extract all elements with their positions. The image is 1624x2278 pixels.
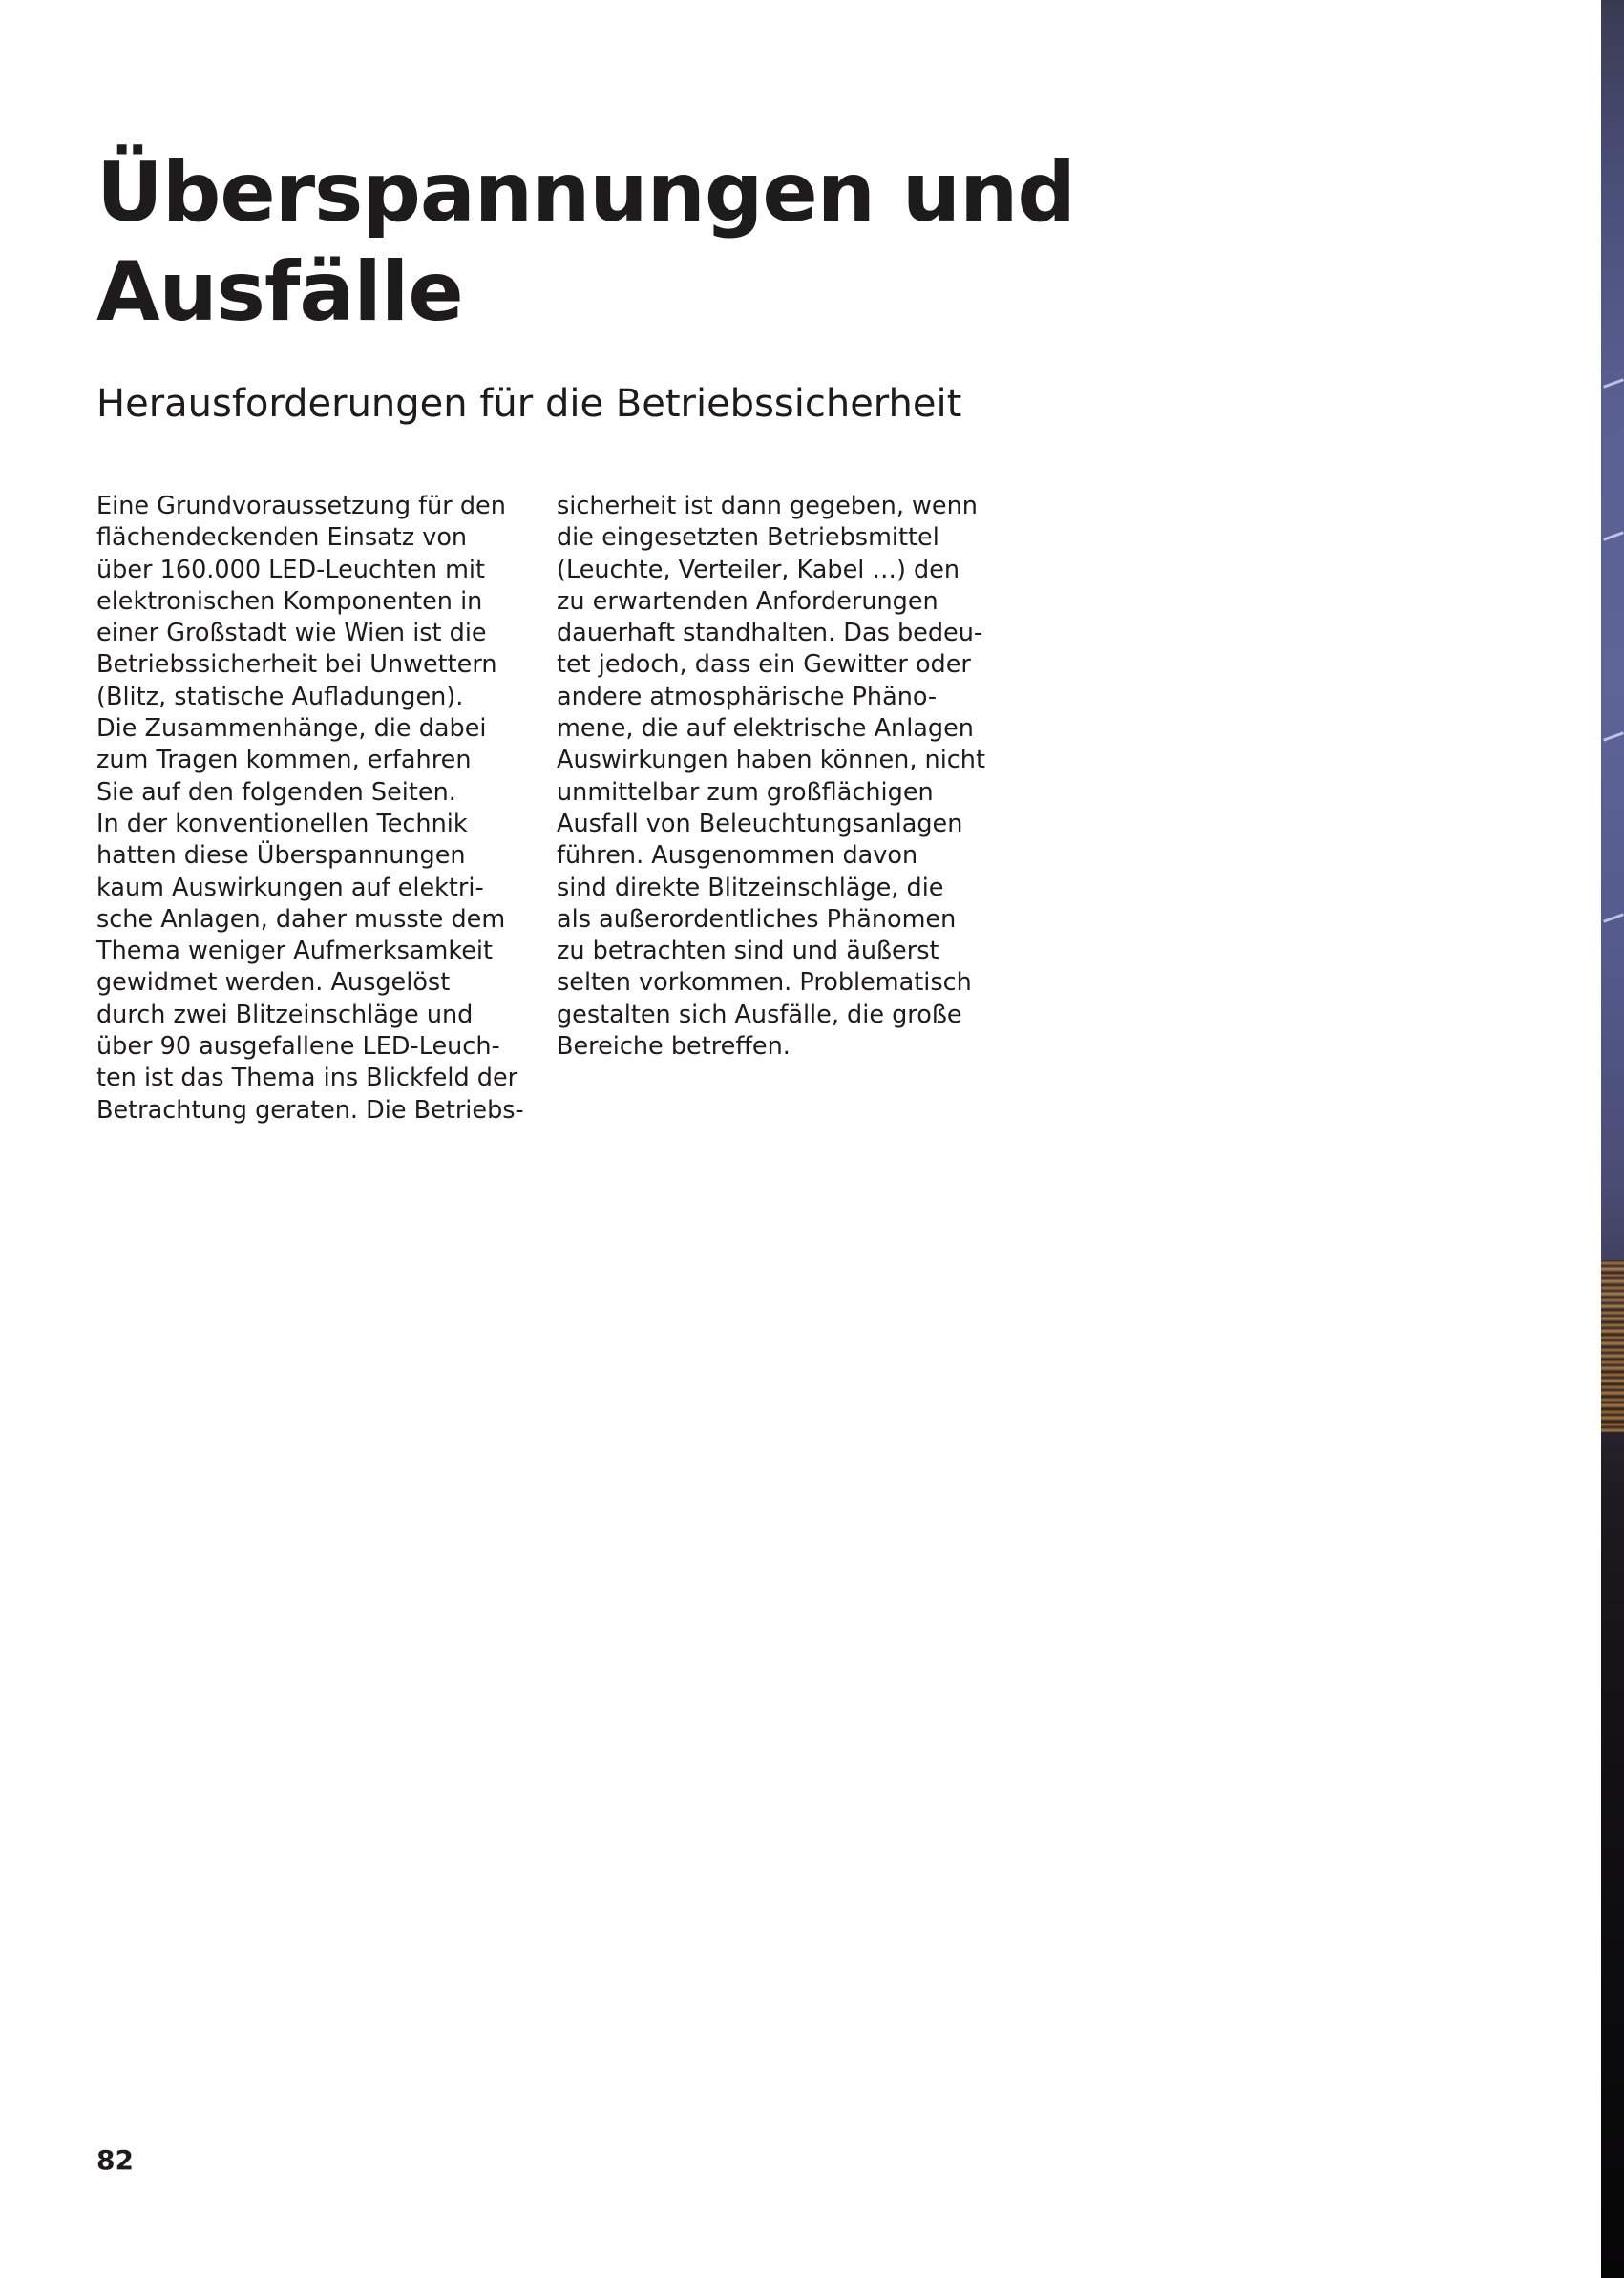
body-line: Sie auf den folgenden Seiten. xyxy=(96,777,456,807)
body-line: Thema weniger Aufmerksamkeit xyxy=(96,937,493,966)
body-line: über 160.000 LED-Leuchten mit xyxy=(96,555,486,584)
body-line: mene, die auf elektrische Anlagen xyxy=(557,714,974,744)
body-line: ten ist das Thema ins Blickfeld der xyxy=(96,1064,518,1093)
body-line: zu betrachten sind und äußerst xyxy=(557,937,939,966)
body-line: flächendeckenden Einsatz von xyxy=(96,523,468,553)
body-line: unmittelbar zum großflächigen xyxy=(557,777,934,807)
page-title xyxy=(96,143,1075,342)
lightning-bolt xyxy=(1603,531,1624,540)
body-line: Auswirkungen haben können, nicht xyxy=(557,746,985,775)
body-line: elektronischen Komponenten in xyxy=(96,586,483,616)
body-line: einer Großstadt wie Wien ist die xyxy=(96,619,487,648)
body-line: dauerhaft standhalten. Das bedeu- xyxy=(557,619,983,648)
body-line: über 90 ausgefallene LED-Leuch- xyxy=(96,1032,500,1062)
body-line: Bereiche betreffen. xyxy=(557,1032,791,1062)
body-line: Betrachtung geraten. Die Betriebs- xyxy=(96,1095,524,1125)
body-line: In der konventionellen Technik xyxy=(96,809,468,838)
lightning-bolt xyxy=(1603,913,1624,922)
body-line: sicherheit ist dann gegeben, wenn xyxy=(557,492,978,520)
body-column-right xyxy=(557,491,1015,1063)
body-line: zum Tragen kommen, erfahren xyxy=(96,746,472,775)
lightning-photo-edge xyxy=(1601,0,1624,2278)
lightning-bolt xyxy=(1603,731,1624,741)
body-line: andere atmosphärische Phäno- xyxy=(557,682,938,711)
city-lights xyxy=(1601,1260,1624,1432)
body-line: sche Anlagen, daher musste dem xyxy=(96,904,506,934)
body-line: die eingesetzten Betriebsmittel xyxy=(557,523,939,553)
body-line: zu erwartenden Anforderungen xyxy=(557,586,939,616)
body-line: (Blitz, statische Aufladungen). xyxy=(96,682,464,711)
body-line: als außerordentliches Phänomen xyxy=(557,904,957,934)
body-line: (Leuchte, Verteiler, Kabel …) den xyxy=(557,555,960,584)
body-line: Ausfall von Beleuchtungsanlagen xyxy=(557,809,963,838)
page-title-line-2: Ausfälle xyxy=(96,244,463,340)
page-title-line-1: Überspannungen und xyxy=(96,145,1075,241)
body-line: selten vorkommen. Problematisch xyxy=(557,968,972,998)
page-subtitle: Herausforderungen für die Betriebssicherheit xyxy=(96,382,962,426)
body-line: Eine Grundvoraussetzung für den xyxy=(96,492,506,520)
body-line: hatten diese Überspannungen xyxy=(96,841,466,871)
body-line: gewidmet werden. Ausgelöst xyxy=(96,968,451,998)
page-number: 82 xyxy=(96,2144,134,2176)
body-line: tet jedoch, dass ein Gewitter oder xyxy=(557,650,971,680)
body-line: kaum Auswirkungen auf elektri- xyxy=(96,873,484,902)
body-line: Betriebssicherheit bei Unwettern xyxy=(96,650,497,680)
body-line: führen. Ausgenommen davon xyxy=(557,841,918,871)
lightning-bolt xyxy=(1603,378,1624,388)
body-column-left xyxy=(96,491,555,1127)
body-line: sind direkte Blitzeinschläge, die xyxy=(557,873,944,902)
body-line: gestalten sich Ausfälle, die große xyxy=(557,1000,962,1029)
body-line: durch zwei Blitzeinschläge und xyxy=(96,1000,474,1029)
body-line: Die Zusammenhänge, die dabei xyxy=(96,714,487,744)
